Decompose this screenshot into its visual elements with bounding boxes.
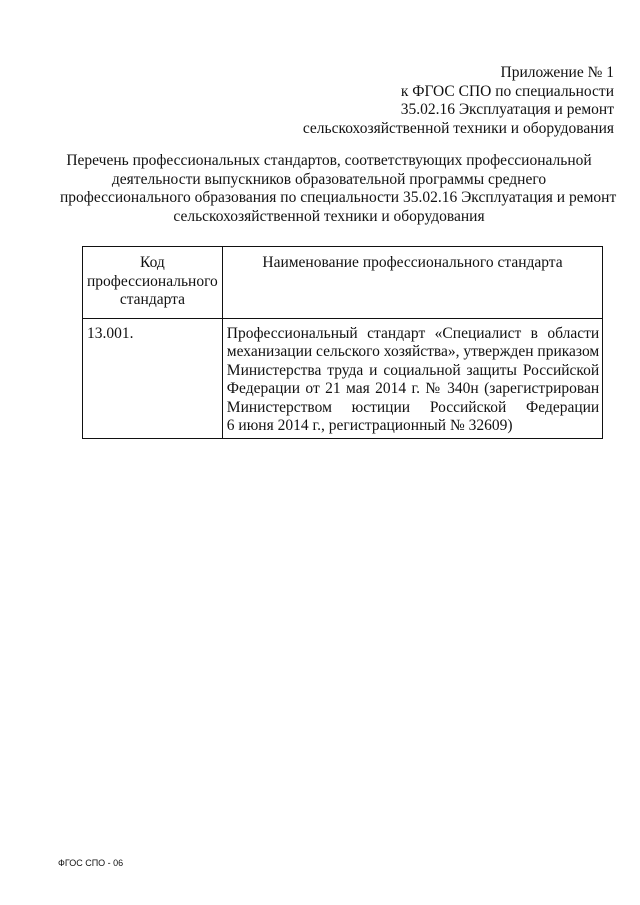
table-row	[83, 318, 603, 438]
header-code-line: стандарта	[119, 291, 185, 308]
title-line: Перечень профессиональных стандартов, соответствующих профессиональной	[66, 152, 592, 169]
standard-name-line: Министерства труда и социальной защиты Российской	[226, 361, 600, 379]
standard-name	[222, 318, 602, 438]
standard-name-line: Министерством юстиции Российской Федерации	[226, 398, 600, 416]
standard-code: 13.001.	[83, 318, 223, 438]
title-line: деятельности выпускников образовательной программы среднего	[111, 170, 547, 188]
standard-name-line: Федерации от 21 мая 2014 г. № 340н (зарегистрирован	[226, 380, 600, 397]
appendix-line: к ФГОС СПО по специальности	[400, 82, 614, 100]
header-name: Наименование профессионального стандарта	[222, 247, 602, 319]
table-header-row	[83, 247, 603, 319]
standard-name-line: механизации сельского хозяйства», утвержден приказом	[226, 343, 600, 360]
header-code-line: Код	[140, 254, 165, 271]
appendix-header	[303, 64, 614, 138]
document-title	[60, 152, 617, 226]
standard-name-line: 6 июня 2014 г., регистрационный № 32609)	[226, 417, 513, 434]
standard-name-line: Профессиональный стандарт «Специалист в области	[226, 324, 600, 342]
appendix-line: 35.02.16 Эксплуатация и ремонт	[400, 101, 614, 118]
appendix-line: Приложение № 1	[500, 64, 614, 81]
header-code	[83, 247, 223, 319]
title-line: сельскохозяйственной техники и оборудования	[173, 207, 485, 225]
header-code-line: профессионального	[87, 272, 218, 290]
title-line: профессионального образования по специальности 35.02.16 Эксплуатация и ремонт	[60, 189, 617, 206]
appendix-line: сельскохозяйственной техники и оборудования	[302, 119, 614, 137]
standards-table	[82, 246, 603, 439]
footer-code: ФГОС СПО - 06	[58, 858, 124, 868]
